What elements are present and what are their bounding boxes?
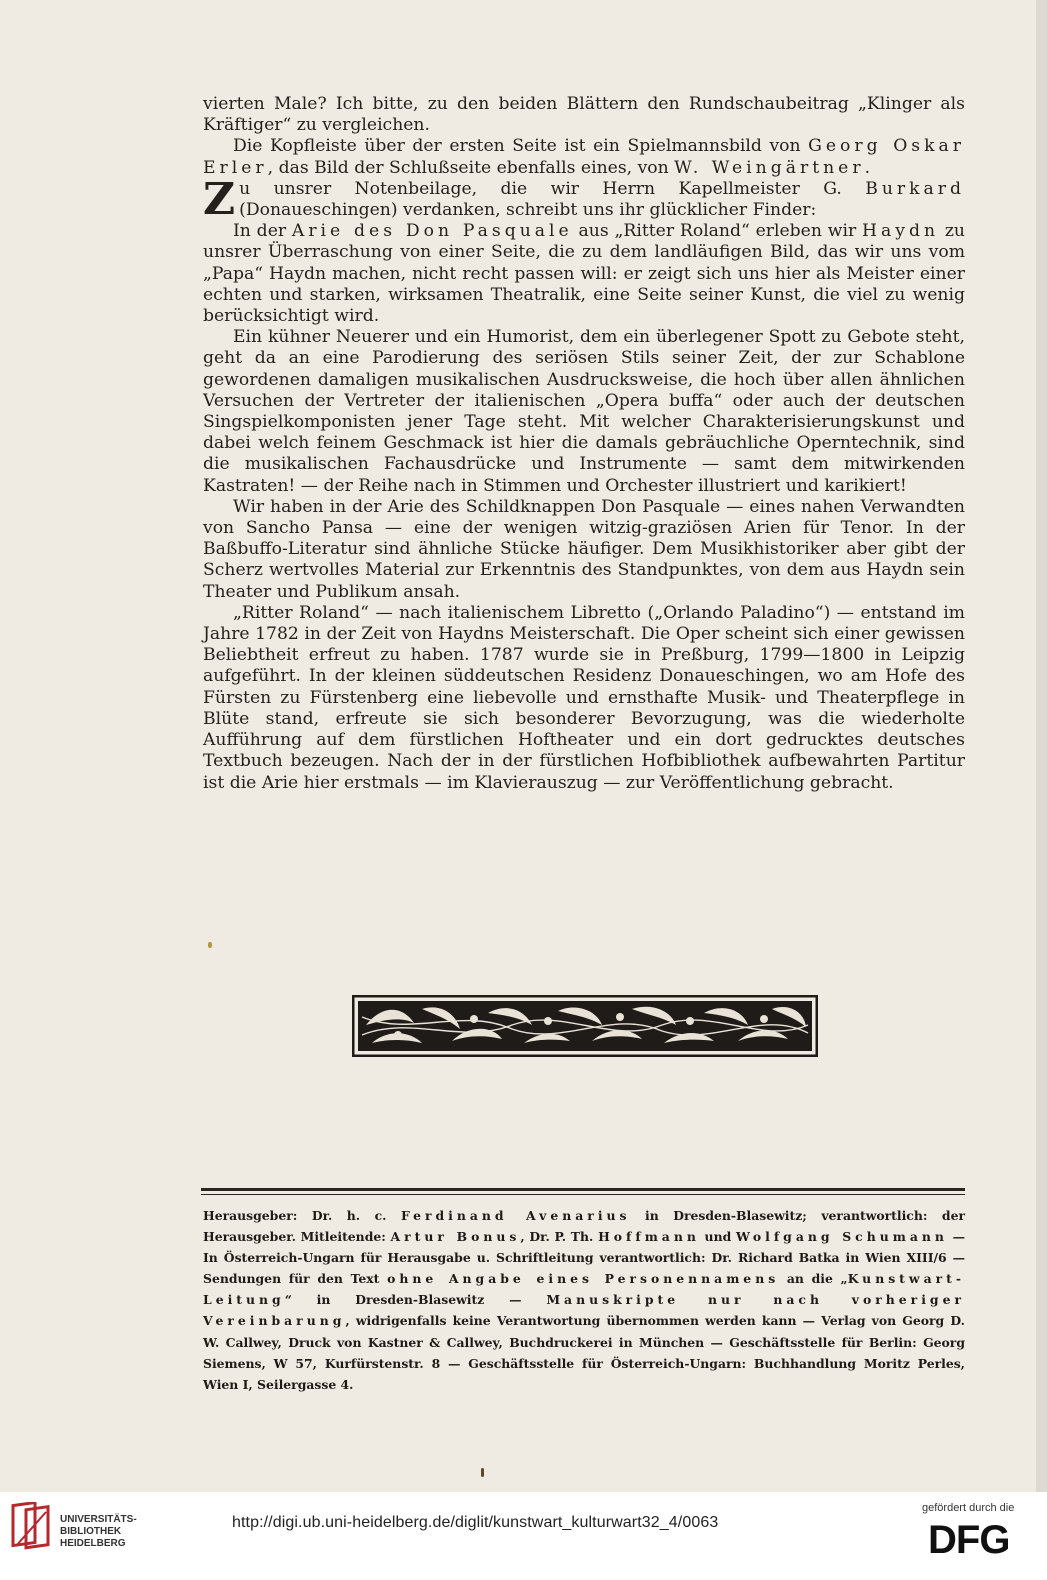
spaced-name: Haydn — [862, 221, 940, 242]
text-run: Die Kopfleiste über der ersten Seite ist ein Spielmannsbild von — [233, 136, 809, 157]
text-run: “ in Dresden-Blasewitz — — [284, 1292, 547, 1308]
viewer-footer — [0, 1492, 1047, 1580]
paragraph-with-dropcap — [203, 173, 965, 225]
text-run: und — [699, 1229, 736, 1245]
paragraph: Ein kühner Neuerer und ein Humorist, dem ein überlegener Spott zu Gebote steht, geht da an eine Parodierung des seriösen Stils seiner Zeit, der zur Schablone gewordenen damaligen musikalischen Ausdrucksweise, die hoch über allen ähnlichen Versuchen der Vertreter der italienischen „Opera buffa“ oder auch der deutschen Singspielkomponisten jener Tage steht. Mit welcher Charakterisierungskunst und dabei welch feinem Geschmack ist hier die damals gebräuchliche Operntechnik, sind die musikalischen Fachausdrücke und Instrumente — samt dem mitwirkenden Kastraten! — der Reihe nach in Stimmen und Orchester illustriert und karikiert! — [203, 327, 965, 496]
text-run: , Dr. P. Th. — [520, 1229, 599, 1245]
spaced-name: Hoffmann — [598, 1229, 700, 1245]
paragraph: Wir haben in der Arie des Schildknappen Don Pasquale — eines nahen Verwandten von Sancho Pansa — eine der wenigen witzig-graziösen Arien für Tenor. In der Baßbuffo-Literatur sind ähnliche Stücke häufiger. Dem Musikhistoriker aber gibt der Scherz wertvolles Material zur Erkenntnis des Standpunktes, von dem aus Haydn sein Theater und Publikum ansah. — [203, 496, 965, 602]
double-rule-bottom — [201, 1194, 965, 1195]
library-name-line: HEIDELBERG — [60, 1538, 126, 1549]
library-name-line: BIBLIOTHEK — [60, 1526, 122, 1537]
article-body — [203, 94, 965, 794]
spaced-name: W. Weingärtner — [674, 157, 865, 178]
paragraph: vierten Male? Ich bitte, zu den beiden Blättern den Rundschaubeitrag „Klinger als Kräftiger“ zu vergleichen. — [203, 94, 965, 136]
paragraph — [203, 136, 965, 178]
text-run: , widrigenfalls keine Verantwortung übernommen werden kann — Verlag von Georg D. W. Callwey, Druck von Kastner & Callwey, Buchdruckerei in München — Geschäftsstelle für Berlin: Georg Siemens, W 57, Kurfürstenstr. 8 — Geschäftsstelle für Österreich-Ungarn: Buchhandlung Moritz Perles, Wien I, Seilergasse 4. — [203, 1313, 965, 1392]
spaced-name: Artur Bonus — [390, 1229, 521, 1245]
dfg-logo[interactable]: DFG — [928, 1518, 1010, 1562]
library-name[interactable] — [60, 1514, 137, 1550]
text-run: , das Bild der Schlußseite ebenfalls eines, von — [267, 157, 675, 178]
drop-cap: Z — [203, 173, 236, 225]
paragraph — [203, 221, 965, 327]
spaced-phrase: Manuskripte nur nach vorheriger Vereinbarung — [203, 1292, 965, 1329]
spaced-phrase: Kunstwart-Leitung — [203, 1271, 965, 1308]
floral-ornament-icon — [352, 995, 818, 1057]
text-run: u unsrer Notenbeilage, die wir Herrn Kapellmeister G. — [239, 178, 866, 199]
spaced-title: Arie des Don Pasquale — [291, 221, 573, 242]
spaced-name: Burkard — [865, 178, 965, 199]
text-run: Herausgeber: Dr. h. c. — [203, 1208, 401, 1223]
text-run: zu unsrer Überraschung von einer Seite, die zu dem landläufigen Bild, das wir uns vom „Papa“ Haydn machen, nicht recht passen will: er zeigt sich uns hier als Meister einer echten und starken, wirksamen Theatralik, eine Seite seiner Kunst, die viel zu wenig berücksichtigt wird. — [203, 221, 965, 327]
text-run: In der — [233, 221, 292, 242]
text-run: . — [864, 157, 871, 178]
spaced-name: Wolfgang Schumann — [735, 1229, 948, 1245]
ink-speck — [481, 1468, 484, 1477]
spaced-name: Ferdinand Avenarius — [400, 1208, 631, 1223]
text-run: in Dresden-Blasewitz; verantwortlich: der Herausgeber. Mitleitende: — [203, 1208, 965, 1245]
spaced-name: Georg Oskar Erler — [203, 136, 965, 178]
text-run: an die „ — [779, 1271, 848, 1287]
imprint-block — [203, 1205, 965, 1395]
funding-label: gefördert durch die — [922, 1502, 1015, 1514]
spaced-phrase: ohne Angabe eines Personennamens — [387, 1271, 780, 1287]
permalink-url[interactable]: http://digi.ub.uni-heidelberg.de/diglit/kunstwart_kulturwart32_4/0063 — [232, 1514, 719, 1531]
heidelberg-library-logo-icon[interactable] — [10, 1502, 54, 1552]
ink-speck — [208, 942, 212, 948]
double-rule-top — [201, 1188, 965, 1191]
library-name-line: UNIVERSITÄTS- — [60, 1514, 137, 1525]
text-run: (Donaueschingen) verdanken, schreibt uns ihr glücklicher Finder: — [239, 200, 817, 221]
text-run: — In Österreich-Ungarn für Herausgabe u. Schriftleitung verantwortlich: Dr. Richard Batka in Wien XIII/6 — Sendungen für den Text — [203, 1229, 965, 1287]
text-run: aus „Ritter Roland“ erleben wir — [572, 221, 862, 242]
paragraph: „Ritter Roland“ — nach italienischem Libretto („Orlando Paladino“) — entstand im Jahre 1782 in der Zeit von Haydns Meisterschaft. Die Oper scheint sich einer gewissen Beliebtheit erfreut zu haben. 1787 wurde sie in Preßburg, 1799—1800 in Leipzig aufgeführt. In der kleinen süddeutschen Residenz Donaueschingen, wo am Hofe des Fürsten zu Fürstenberg eine liebevolle und ernsthafte Musik- und Theaterpflege in Blüte stand, erfreute sie sich besonderer Bevorzugung, was die wiederholte Aufführung auf dem fürstlichen Hoftheater und ein dort gedrucktes deutsches Textbuch bezeugen. Nach der in der fürstlichen Hofbibliothek aufbewahrten Partitur ist die Arie hier erstmals — im Klavierauszug — zur Veröffentlichung gebracht. — [203, 602, 965, 793]
